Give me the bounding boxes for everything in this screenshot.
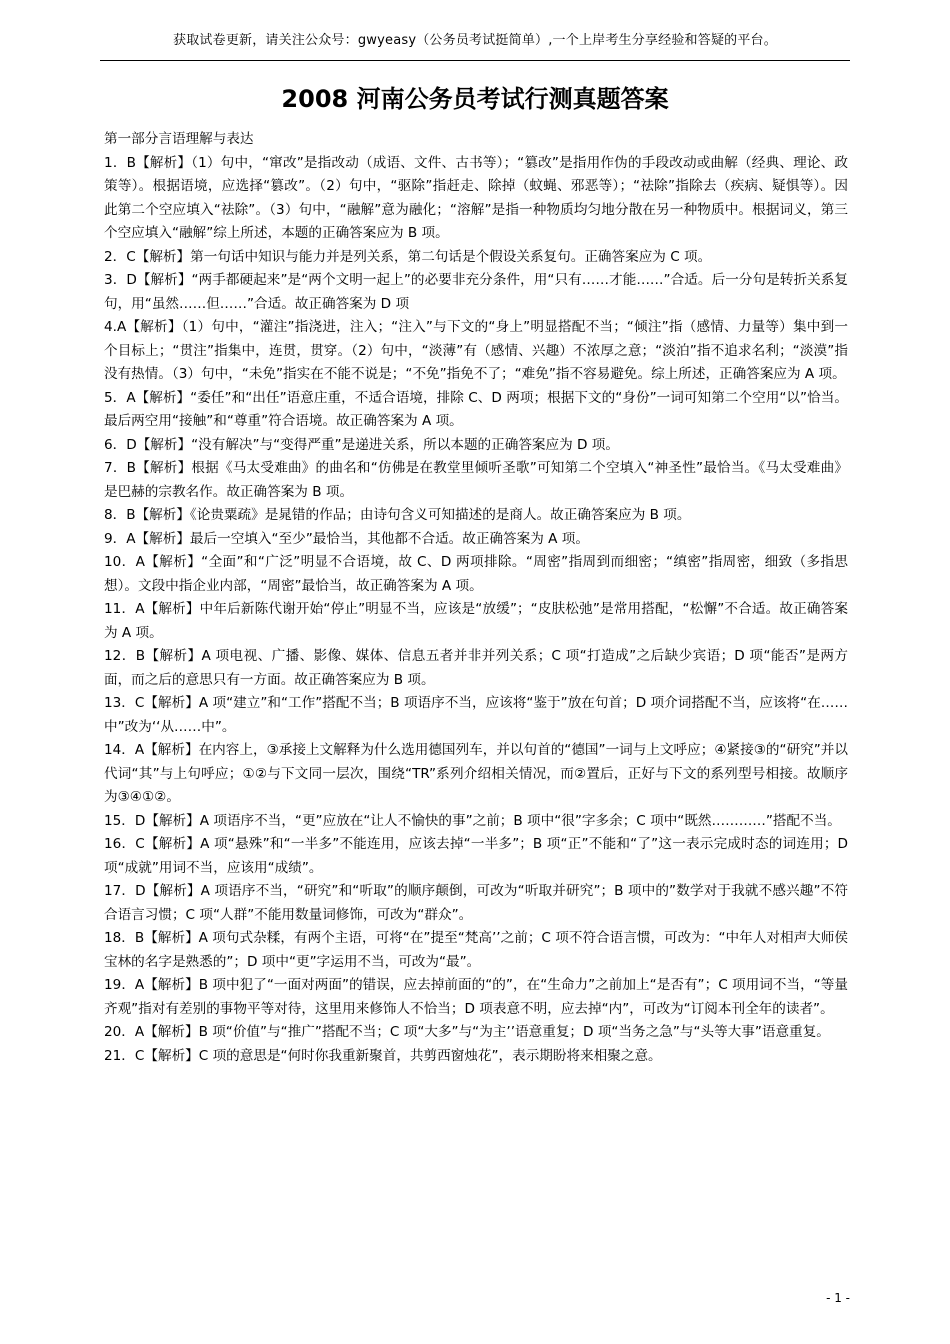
page-number: - 1 - (826, 1291, 850, 1305)
answer-item: 18．B【解析】A 项句式杂糅，有两个主语，可将“在”提至“梵高’’之前；C 项不符合语言惯，可改为：“中年人对相声大师侯宝林的名字是熟悉的”；D 项中“更”字运用不当，可改为“最”。 (104, 930, 848, 970)
document-title: 2008 河南公务员考试行测真题答案 (281, 85, 669, 113)
section-heading: 第一部分言语理解与表达 (104, 131, 254, 147)
answer-item: 11．A【解析】中年后新陈代谢开始“停止”明显不当，应该是“放缓”；“皮肤松弛”是常用搭配，“松懈”不合适。故正确答案为 A 项。 (104, 601, 848, 641)
answer-item: 8．B【解析】《论贵粟疏》是晁错的作品；由诗句含义可知描述的是商人。故正确答案应为 B 项。 (104, 507, 691, 523)
answer-item: 1．B【解析】（1）句中，“窜改”是指改动（成语、文件、古书等）；“篡改”是指用作伪的手段改动或曲解（经典、理论、政策等）。根据语境，应选择“篡改”。（2）句中，“驱除”指赶走、除掉（蚊蝇、邪恶等）；“祛除”指除去（疾病、疑惧等）。因此第二个空应填入“祛除”。（3）句中，“融解”意为融化；“溶解”是指一种物质均匀地分散在另一种物质中。根据词义，第三个空应填入“融解”综上所述，本题的正确答案应为 B 项。 (104, 154, 848, 241)
answer-item: 4.A【解析】（1）句中，“灌注”指浇进，注入；“注入”与下文的“身上”明显搭配不当；“倾注”指（感情、力量等）集中到一个目标上；“贯注”指集中，连贯，贯穿。（2）句中，“淡薄”有（感情、兴趣）不浓厚之意；“淡泊”指不追求名利；“淡漠”指没有热情。（3）句中，“未免”指实在不能不说是；“不免”指免不了；“难免”指不容易避免。综上所述，正确答案应为 A 项。 (104, 319, 848, 382)
header-note: 获取试卷更新，请关注公众号：gwyeasy（公务员考试挺简单）,一个上岸考生分享经验和答疑的平台。 (173, 33, 777, 48)
answer-item: 17．D【解析】A 项语序不当，“研究”和“听取”的顺序颠倒，可改为“听取并研究”；B 项中的”数学对于我就不感兴趣”不符合语言习惯；C 项“人群”不能用数量词修饰，可改为“群众”。 (104, 883, 848, 923)
answer-item: 14．A【解析】在内容上，③承接上文解释为什么选用德国列车，并以句首的“德国”一词与上文呼应；④紧接③的“研究”并以代词“其”与上句呼应；①②与下文同一层次，围绕“TR”系列介绍相关情况，而②置后，正好与下文的系列型号相接。故顺序为③④①②。 (104, 742, 848, 805)
header-divider (100, 60, 850, 61)
answer-item: 2．C【解析】第一句话中知识与能力并是列关系，第二句话是个假设关系复句。正确答案应为 C 项。 (104, 248, 712, 265)
document-body (104, 128, 848, 1068)
answer-item: 13．C【解析】A 项“建立”和“工作”搭配不当；B 项语序不当，应该将“鉴于”放在句首；D 项介词搭配不当，应该将“在……中”改为‘‘从……中”。 (104, 695, 848, 735)
answer-item: 10．A【解析】“全面”和“广泛”明显不合语境，故 C、D 两项排除。“周密”指周到而细密；“缜密”指周密，细致（多指思想）。文段中指企业内部，“周密”最恰当，故正确答案为 A 项。 (104, 554, 848, 594)
answer-item: 15．D【解析】A 项语序不当，“更”应放在“让人不愉快的事”之前；B 项中“很”字多余；C 项中“既然…………”搭配不当。 (104, 812, 841, 829)
answer-item: 7．B【解析】根据《马太受难曲》的曲名和“仿佛是在教堂里倾听圣歌”可知第二个空填入“神圣性”最恰当。《马太受难曲》是巴赫的宗教名作。故正确答案为 B 项。 (104, 460, 848, 500)
answer-item: 3．D【解析】“两手都硬起来”是“两个文明一起上”的必要非充分条件，用“只有……才能……”合适。后一分句是转折关系复句，用“虽然……但……”合适。故正确答案为 D 项 (104, 272, 848, 312)
answer-item: 9．A【解析】最后一空填入“至少”最恰当，其他都不合适。故正确答案为 A 项。 (104, 530, 589, 547)
answer-item: 21．C【解析】C 项的意思是“何时你我重新聚首，共剪西窗烛花”，表示期盼将来相聚之意。 (104, 1047, 662, 1064)
answer-item: 20．A【解析】B 项“价值”与“推广”搭配不当；C 项“大多”与“为主’’语意重复；D 项“当务之急”与“头等大事”语意重复。 (104, 1024, 830, 1040)
answer-item: 6．D【解析】“没有解决”与“变得严重”是递进关系，所以本题的正确答案应为 D 项。 (104, 436, 619, 453)
answer-item: 12．B【解析】A 项电视、广播、影像、媒体、信息五者并非并列关系；C 项“打造成”之后缺少宾语；D 项“能否”是两方面，而之后的意思只有一方面。故正确答案应为 B 项。 (104, 648, 848, 688)
answer-item: 19．A【解析】B 项中犯了“一面对两面”的错误，应去掉前面的“的”，在“生命力”之前加上“是否有”；C 项用词不当，“等量齐观”指对有差别的事物平等对待，这里用来修饰人不恰当；D 项表意不明，应去掉“内”，可改为“订阅本刊全年的读者”。 (104, 977, 848, 1017)
answer-item: 5．A【解析】“委任”和“出任”语意庄重，不适合语境，排除 C、D 两项；根据下文的“身份”一词可知第二个空用“以”恰当。最后两空用“接触”和“尊重”符合语境。故正确答案为 A 项。 (104, 389, 848, 429)
answer-item: 16．C【解析】A 项“悬殊”和“一半多”不能连用，应该去掉“一半多”；B 项“正”不能和“了”这一表示完成时态的词连用；D 项“成就”用词不当，应该用“成绩”。 (104, 836, 848, 876)
